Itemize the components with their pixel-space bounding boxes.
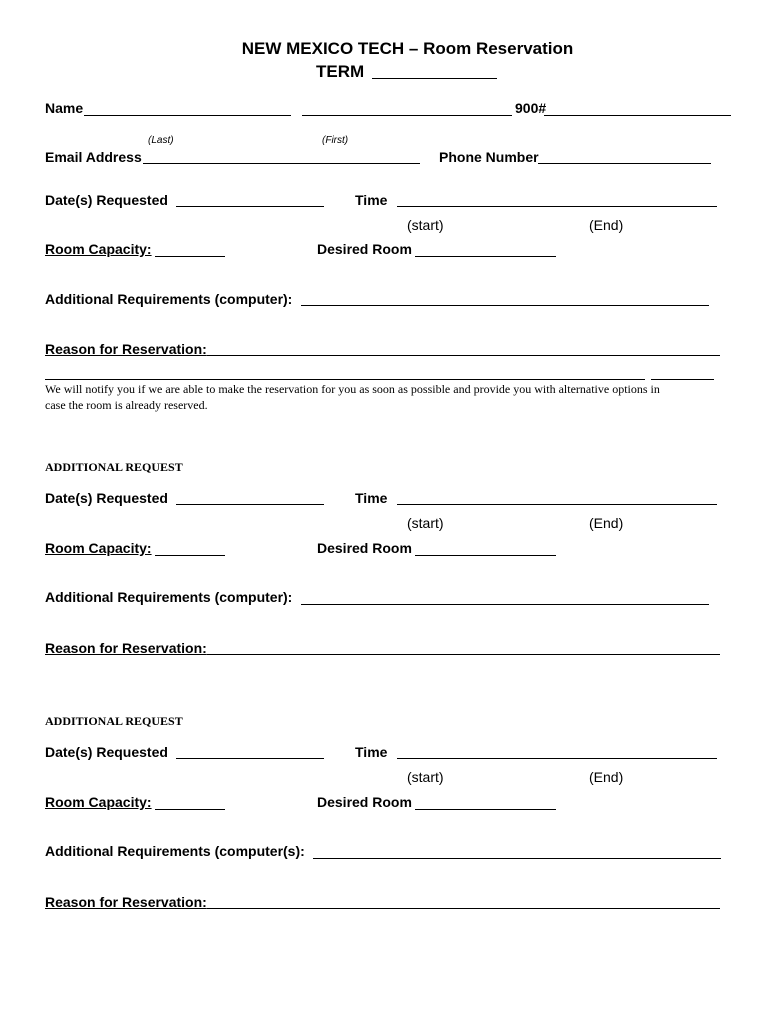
reason-field[interactable] [207,355,720,356]
additional-req-label: Additional Requirements (computer): [45,589,293,605]
additional-req-label: Additional Requirements (computer(s): [45,843,305,859]
start-hint: (start) [407,515,444,531]
time-field[interactable] [397,504,717,505]
dates-field[interactable] [176,758,324,759]
additional-req-field[interactable] [313,858,721,859]
desired-room-field[interactable] [415,256,556,257]
phone-field[interactable] [538,163,711,164]
time-label: Time [355,490,388,506]
reason-field[interactable] [207,908,720,909]
desired-room-label: Desired Room [317,241,412,257]
first-name-field[interactable] [302,115,512,116]
id-field[interactable] [544,115,731,116]
phone-label: Phone Number [439,149,539,165]
dates-field[interactable] [176,206,324,207]
start-hint: (start) [407,217,444,233]
last-hint: (Last) [148,135,174,146]
term-label: TERM [316,62,365,81]
end-hint: (End) [589,515,624,531]
notice-text-line1: We will notify you if we are able to make the reservation for you as soon as possible and provide you with alternative options in [45,382,660,396]
reason-field[interactable] [207,654,720,655]
desired-room-label: Desired Room [317,794,412,810]
capacity-label: Room Capacity: [45,241,152,257]
capacity-label: Room Capacity: [45,794,152,810]
reason-label: Reason for Reservation: [45,341,207,357]
additional-req-field[interactable] [301,305,709,306]
notice-text-line2: case the room is already reserved. [45,398,208,412]
end-hint: (End) [589,769,624,785]
time-field[interactable] [397,206,717,207]
capacity-label: Room Capacity: [45,540,152,556]
id-label: 900# [515,100,547,116]
form-title: NEW MEXICO TECH – Room Reservation [241,39,574,58]
time-field[interactable] [397,758,717,759]
additional-req-label: Additional Requirements (computer): [45,291,293,307]
reason-label: Reason for Reservation: [45,640,207,656]
desired-room-label: Desired Room [317,540,412,556]
dates-label: Date(s) Requested [45,192,168,208]
end-hint: (End) [589,217,624,233]
reason-label: Reason for Reservation: [45,894,207,910]
name-label: Name [45,100,84,116]
time-label: Time [355,744,388,760]
dates-field[interactable] [176,504,324,505]
last-name-field[interactable] [84,115,291,116]
reason-field-line2b[interactable] [651,379,714,380]
capacity-field[interactable] [155,809,225,810]
additional-request-heading-1: ADDITIONAL REQUEST [45,460,183,474]
term-field[interactable] [372,78,497,79]
dates-label: Date(s) Requested [45,744,168,760]
first-hint: (First) [322,135,349,146]
desired-room-field[interactable] [415,809,556,810]
reason-field-line2[interactable] [45,379,645,380]
desired-room-field[interactable] [415,555,556,556]
email-field[interactable] [143,163,420,164]
email-label: Email Address [45,149,142,165]
dates-label: Date(s) Requested [45,490,168,506]
start-hint: (start) [407,769,444,785]
capacity-field[interactable] [155,555,225,556]
time-label: Time [355,192,388,208]
capacity-field[interactable] [155,256,225,257]
additional-req-field[interactable] [301,604,709,605]
additional-request-heading-2: ADDITIONAL REQUEST [45,714,183,728]
